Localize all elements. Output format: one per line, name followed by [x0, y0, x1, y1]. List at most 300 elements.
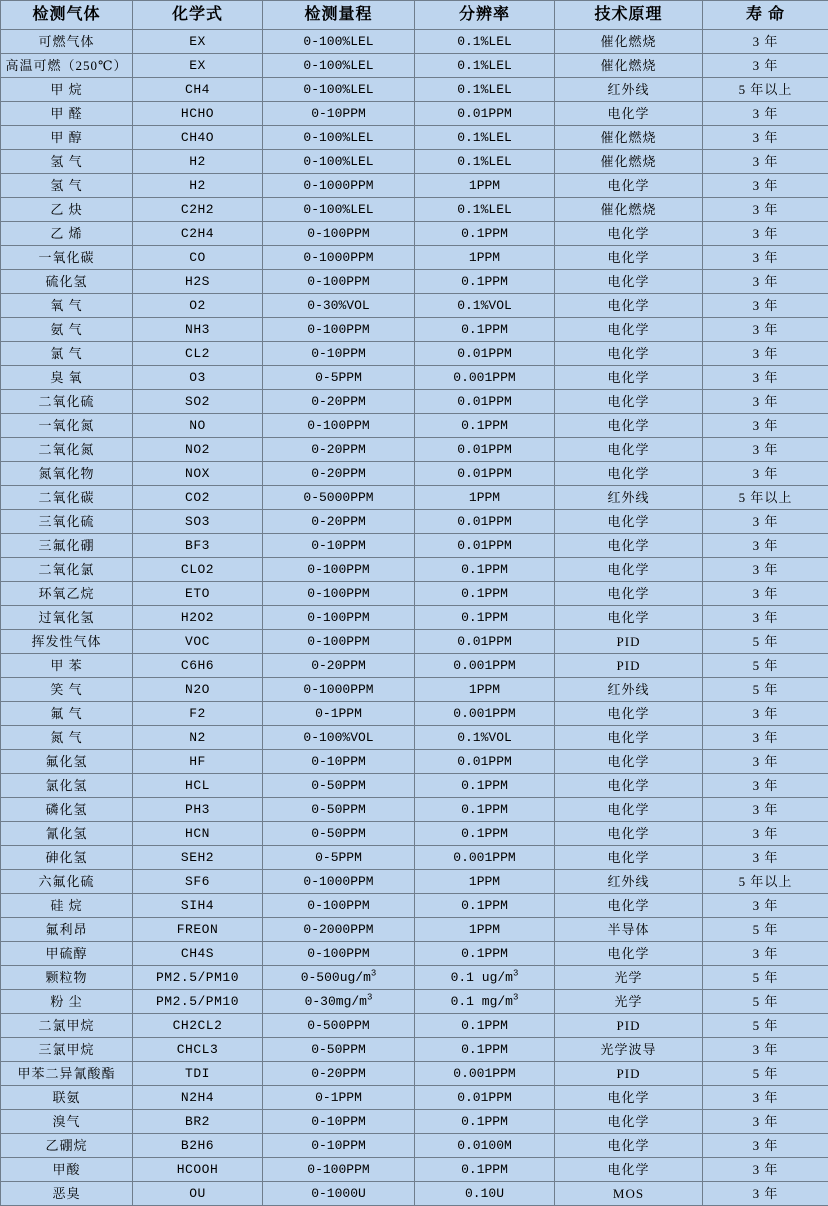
cell-chemical-formula: HCL [133, 774, 263, 798]
table-row [1, 534, 828, 558]
cell-chemical-formula: PM2.5/PM10 [133, 966, 263, 990]
cell-resolution: 0.1 $mg/m^3$ [415, 990, 555, 1014]
cell-resolution: 0.1PPM [415, 582, 555, 606]
cell-gas-name: 磷化氢 [1, 798, 133, 822]
cell-chemical-formula: NH3 [133, 318, 263, 342]
cell-technology: 电化学 [555, 726, 703, 750]
table-row [1, 942, 828, 966]
cell-resolution: 0.001PPM [415, 366, 555, 390]
cell-detection-range: 0-10PPM [263, 750, 415, 774]
cell-gas-name: 甲 醇 [1, 126, 133, 150]
cell-resolution: 0.1PPM [415, 1014, 555, 1038]
cell-resolution: 0.1PPM [415, 822, 555, 846]
cell-technology: 电化学 [555, 846, 703, 870]
table-row [1, 966, 828, 990]
cell-detection-range: 0-100PPM [263, 582, 415, 606]
cell-gas-name: 硅 烷 [1, 894, 133, 918]
cell-detection-range: 0-100PPM [263, 630, 415, 654]
cell-gas-name: 氰化氢 [1, 822, 133, 846]
cell-resolution: 0.01PPM [415, 438, 555, 462]
cell-chemical-formula: C6H6 [133, 654, 263, 678]
cell-gas-name: 乙 烯 [1, 222, 133, 246]
cell-detection-range: 0-1000PPM [263, 870, 415, 894]
cell-resolution: 0.1 $ug/m^3$ [415, 966, 555, 990]
cell-chemical-formula: CH4S [133, 942, 263, 966]
table-header-row [1, 1, 828, 30]
cell-service-life: 5 年 [703, 990, 828, 1014]
cell-chemical-formula: N2O [133, 678, 263, 702]
cell-resolution: 0.1%VOL [415, 294, 555, 318]
cell-gas-name: 溴气 [1, 1110, 133, 1134]
table-row [1, 630, 828, 654]
cell-resolution: 1PPM [415, 246, 555, 270]
cell-resolution: 0.1PPM [415, 318, 555, 342]
cell-resolution: 0.1PPM [415, 798, 555, 822]
cell-service-life: 3 年 [703, 846, 828, 870]
cell-gas-name: 甲酸 [1, 1158, 133, 1182]
table-row [1, 918, 828, 942]
cell-resolution: 0.01PPM [415, 102, 555, 126]
cell-service-life: 3 年 [703, 270, 828, 294]
table-row [1, 462, 828, 486]
cell-gas-name: 二氧化硫 [1, 390, 133, 414]
cell-detection-range: 0-50PPM [263, 822, 415, 846]
cell-service-life: 5 年以上 [703, 870, 828, 894]
cell-technology: 光学波导 [555, 1038, 703, 1062]
cell-chemical-formula: CO [133, 246, 263, 270]
cell-gas-name: 氯 气 [1, 342, 133, 366]
cell-gas-name: 高温可燃（250℃） [1, 54, 133, 78]
cell-resolution: 1PPM [415, 870, 555, 894]
cell-gas-name: 挥发性气体 [1, 630, 133, 654]
cell-detection-range: 0-10PPM [263, 102, 415, 126]
cell-chemical-formula: SEH2 [133, 846, 263, 870]
cell-resolution: 0.1%LEL [415, 150, 555, 174]
cell-gas-name: 恶臭 [1, 1182, 133, 1206]
cell-gas-name: 环氧乙烷 [1, 582, 133, 606]
cell-chemical-formula: CH4O [133, 126, 263, 150]
cell-resolution: 0.01PPM [415, 510, 555, 534]
table-row [1, 846, 828, 870]
cell-technology: 电化学 [555, 894, 703, 918]
cell-chemical-formula: HCOOH [133, 1158, 263, 1182]
cell-detection-range: 0-10PPM [263, 534, 415, 558]
cell-chemical-formula: SO2 [133, 390, 263, 414]
cell-technology: 电化学 [555, 174, 703, 198]
cell-resolution: 0.001PPM [415, 846, 555, 870]
cell-technology: 电化学 [555, 942, 703, 966]
cell-gas-name: 三氧化硫 [1, 510, 133, 534]
cell-gas-name: 氮 气 [1, 726, 133, 750]
cell-detection-range: 0-100%LEL [263, 198, 415, 222]
cell-technology: 电化学 [555, 1158, 703, 1182]
table-row [1, 702, 828, 726]
cell-gas-name: 甲硫醇 [1, 942, 133, 966]
cell-resolution: 0.01PPM [415, 630, 555, 654]
cell-detection-range: 0-2000PPM [263, 918, 415, 942]
table-row [1, 150, 828, 174]
cell-service-life: 3 年 [703, 198, 828, 222]
cell-gas-name: 氯化氢 [1, 774, 133, 798]
cell-technology: 电化学 [555, 750, 703, 774]
cell-service-life: 3 年 [703, 558, 828, 582]
table-row [1, 1134, 828, 1158]
cell-detection-range: 0-20PPM [263, 1062, 415, 1086]
cell-technology: 红外线 [555, 870, 703, 894]
cell-resolution: 0.1PPM [415, 1158, 555, 1182]
table-row [1, 654, 828, 678]
cell-chemical-formula: TDI [133, 1062, 263, 1086]
cell-gas-name: 乙硼烷 [1, 1134, 133, 1158]
cell-technology: 半导体 [555, 918, 703, 942]
cell-gas-name: 二氧化碳 [1, 486, 133, 510]
cell-gas-name: 可燃气体 [1, 30, 133, 54]
table-row [1, 414, 828, 438]
cell-gas-name: 三氯甲烷 [1, 1038, 133, 1062]
cell-chemical-formula: O3 [133, 366, 263, 390]
cell-detection-range: $0-30mg/m^3$ [263, 990, 415, 1014]
table-row [1, 54, 828, 78]
cell-detection-range: 0-10PPM [263, 1110, 415, 1134]
column-header-technology: 技术原理 [555, 1, 703, 30]
table-row [1, 1110, 828, 1134]
cell-service-life: 3 年 [703, 126, 828, 150]
table-row [1, 870, 828, 894]
cell-detection-range: 0-100PPM [263, 414, 415, 438]
table-row [1, 294, 828, 318]
cell-resolution: 0.01PPM [415, 342, 555, 366]
cell-technology: PID [555, 1062, 703, 1086]
cell-technology: 电化学 [555, 414, 703, 438]
cell-service-life: 3 年 [703, 54, 828, 78]
cell-resolution: 0.1PPM [415, 270, 555, 294]
cell-detection-range: 0-50PPM [263, 798, 415, 822]
cell-detection-range: 0-50PPM [263, 1038, 415, 1062]
cell-technology: 电化学 [555, 366, 703, 390]
cell-resolution: 1PPM [415, 678, 555, 702]
cell-resolution: 0.1PPM [415, 894, 555, 918]
cell-service-life: 3 年 [703, 534, 828, 558]
cell-detection-range: 0-1PPM [263, 1086, 415, 1110]
cell-detection-range: 0-10PPM [263, 1134, 415, 1158]
cell-detection-range: 0-20PPM [263, 390, 415, 414]
cell-resolution: 0.1%LEL [415, 198, 555, 222]
cell-resolution: 0.1PPM [415, 1038, 555, 1062]
cell-technology: 电化学 [555, 582, 703, 606]
cell-detection-range: 0-100%VOL [263, 726, 415, 750]
cell-chemical-formula: VOC [133, 630, 263, 654]
cell-technology: 电化学 [555, 462, 703, 486]
cell-chemical-formula: BR2 [133, 1110, 263, 1134]
cell-service-life: 3 年 [703, 510, 828, 534]
cell-detection-range: 0-100%LEL [263, 150, 415, 174]
cell-detection-range: 0-1000U [263, 1182, 415, 1206]
cell-chemical-formula: O2 [133, 294, 263, 318]
cell-resolution: 0.001PPM [415, 702, 555, 726]
column-header-range: 检测量程 [263, 1, 415, 30]
cell-gas-name: 氟化氢 [1, 750, 133, 774]
cell-chemical-formula: OU [133, 1182, 263, 1206]
cell-chemical-formula: CH2CL2 [133, 1014, 263, 1038]
cell-technology: 电化学 [555, 702, 703, 726]
cell-technology: 光学 [555, 990, 703, 1014]
cell-resolution: 0.1%LEL [415, 78, 555, 102]
cell-gas-name: 氢 气 [1, 174, 133, 198]
cell-gas-name: 氟利昂 [1, 918, 133, 942]
cell-detection-range: 0-100PPM [263, 318, 415, 342]
table-row [1, 246, 828, 270]
cell-resolution: 0.01PPM [415, 1086, 555, 1110]
cell-service-life: 3 年 [703, 942, 828, 966]
cell-service-life: 3 年 [703, 390, 828, 414]
cell-technology: 电化学 [555, 534, 703, 558]
cell-resolution: 0.1PPM [415, 942, 555, 966]
cell-chemical-formula: C2H2 [133, 198, 263, 222]
cell-detection-range: 0-100%LEL [263, 126, 415, 150]
cell-resolution: 1PPM [415, 918, 555, 942]
table-row [1, 726, 828, 750]
cell-detection-range: 0-5PPM [263, 366, 415, 390]
cell-detection-range: 0-10PPM [263, 342, 415, 366]
cell-technology: 电化学 [555, 510, 703, 534]
table-row [1, 390, 828, 414]
column-header-resolution: 分辨率 [415, 1, 555, 30]
cell-technology: 电化学 [555, 342, 703, 366]
table-row [1, 990, 828, 1014]
cell-resolution: 0.1%LEL [415, 30, 555, 54]
cell-chemical-formula: N2 [133, 726, 263, 750]
cell-gas-name: 氨 气 [1, 318, 133, 342]
table-row [1, 822, 828, 846]
cell-detection-range: 0-100%LEL [263, 78, 415, 102]
cell-service-life: 3 年 [703, 750, 828, 774]
column-header-gas: 检测气体 [1, 1, 133, 30]
cell-technology: 电化学 [555, 390, 703, 414]
cell-gas-name: 甲 醛 [1, 102, 133, 126]
table-row [1, 270, 828, 294]
table-row [1, 798, 828, 822]
cell-service-life: 3 年 [703, 1038, 828, 1062]
cell-detection-range: 0-100PPM [263, 606, 415, 630]
table-row [1, 1158, 828, 1182]
cell-chemical-formula: NOX [133, 462, 263, 486]
cell-detection-range: 0-100%LEL [263, 30, 415, 54]
cell-technology: 电化学 [555, 822, 703, 846]
cell-gas-name: 联氨 [1, 1086, 133, 1110]
cell-resolution: 0.0100M [415, 1134, 555, 1158]
table-row [1, 1038, 828, 1062]
table-row [1, 366, 828, 390]
cell-chemical-formula: CH4 [133, 78, 263, 102]
cell-technology: 催化燃烧 [555, 150, 703, 174]
cell-technology: 电化学 [555, 1134, 703, 1158]
cell-technology: 催化燃烧 [555, 198, 703, 222]
table-row [1, 894, 828, 918]
cell-resolution: 0.1%LEL [415, 54, 555, 78]
table-row [1, 1086, 828, 1110]
cell-gas-name: 甲 苯 [1, 654, 133, 678]
cell-resolution: 0.001PPM [415, 654, 555, 678]
cell-chemical-formula: NO [133, 414, 263, 438]
cell-technology: 电化学 [555, 102, 703, 126]
cell-technology: 催化燃烧 [555, 126, 703, 150]
cell-resolution: 0.10U [415, 1182, 555, 1206]
cell-chemical-formula: CLO2 [133, 558, 263, 582]
column-header-formula: 化学式 [133, 1, 263, 30]
cell-detection-range: 0-1000PPM [263, 246, 415, 270]
cell-service-life: 3 年 [703, 366, 828, 390]
cell-detection-range: 0-20PPM [263, 438, 415, 462]
cell-chemical-formula: NO2 [133, 438, 263, 462]
table-row [1, 582, 828, 606]
cell-resolution: 0.01PPM [415, 534, 555, 558]
cell-detection-range: 0-100PPM [263, 558, 415, 582]
cell-resolution: 0.1PPM [415, 774, 555, 798]
cell-detection-range: 0-100PPM [263, 1158, 415, 1182]
cell-detection-range: 0-100PPM [263, 942, 415, 966]
cell-detection-range: 0-1PPM [263, 702, 415, 726]
cell-technology: 电化学 [555, 798, 703, 822]
cell-resolution: 0.01PPM [415, 750, 555, 774]
cell-technology: 电化学 [555, 558, 703, 582]
cell-technology: 电化学 [555, 1086, 703, 1110]
cell-detection-range: 0-1000PPM [263, 174, 415, 198]
cell-chemical-formula: SF6 [133, 870, 263, 894]
cell-resolution: 0.001PPM [415, 1062, 555, 1086]
cell-technology: 电化学 [555, 246, 703, 270]
cell-gas-name: 颗粒物 [1, 966, 133, 990]
cell-technology: 催化燃烧 [555, 30, 703, 54]
cell-service-life: 3 年 [703, 294, 828, 318]
table-row [1, 558, 828, 582]
cell-gas-name: 六氟化硫 [1, 870, 133, 894]
cell-gas-name: 过氧化氢 [1, 606, 133, 630]
cell-resolution: 0.1PPM [415, 414, 555, 438]
cell-service-life: 5 年 [703, 654, 828, 678]
cell-service-life: 3 年 [703, 102, 828, 126]
cell-service-life: 3 年 [703, 246, 828, 270]
table-row [1, 438, 828, 462]
table-row [1, 198, 828, 222]
cell-resolution: 0.1%VOL [415, 726, 555, 750]
cell-technology: 电化学 [555, 606, 703, 630]
cell-technology: 电化学 [555, 774, 703, 798]
cell-chemical-formula: CHCL3 [133, 1038, 263, 1062]
cell-service-life: 5 年以上 [703, 78, 828, 102]
cell-chemical-formula: HF [133, 750, 263, 774]
cell-detection-range: 0-20PPM [263, 462, 415, 486]
cell-gas-name: 一氧化碳 [1, 246, 133, 270]
cell-chemical-formula: PH3 [133, 798, 263, 822]
cell-chemical-formula: BF3 [133, 534, 263, 558]
cell-service-life: 5 年 [703, 966, 828, 990]
cell-technology: PID [555, 1014, 703, 1038]
cell-detection-range: 0-100PPM [263, 270, 415, 294]
cell-service-life: 3 年 [703, 822, 828, 846]
cell-gas-name: 氟 气 [1, 702, 133, 726]
cell-gas-name: 硫化氢 [1, 270, 133, 294]
cell-service-life: 3 年 [703, 462, 828, 486]
cell-chemical-formula: H2 [133, 150, 263, 174]
cell-gas-name: 砷化氢 [1, 846, 133, 870]
cell-resolution: 0.01PPM [415, 390, 555, 414]
cell-chemical-formula: SO3 [133, 510, 263, 534]
cell-technology: 光学 [555, 966, 703, 990]
cell-detection-range: 0-5000PPM [263, 486, 415, 510]
cell-service-life: 3 年 [703, 798, 828, 822]
cell-chemical-formula: N2H4 [133, 1086, 263, 1110]
table-row [1, 1014, 828, 1038]
cell-technology: 电化学 [555, 294, 703, 318]
table-row [1, 126, 828, 150]
cell-chemical-formula: HCN [133, 822, 263, 846]
cell-chemical-formula: B2H6 [133, 1134, 263, 1158]
cell-service-life: 5 年 [703, 1062, 828, 1086]
cell-service-life: 3 年 [703, 1158, 828, 1182]
cell-gas-name: 甲 烷 [1, 78, 133, 102]
cell-detection-range: 0-1000PPM [263, 678, 415, 702]
cell-gas-name: 笑 气 [1, 678, 133, 702]
cell-service-life: 5 年 [703, 630, 828, 654]
cell-technology: PID [555, 630, 703, 654]
table-row [1, 606, 828, 630]
table-row [1, 486, 828, 510]
cell-gas-name: 二氯甲烷 [1, 1014, 133, 1038]
table-row [1, 510, 828, 534]
cell-technology: 电化学 [555, 318, 703, 342]
table-row [1, 678, 828, 702]
cell-service-life: 5 年 [703, 1014, 828, 1038]
cell-service-life: 5 年 [703, 918, 828, 942]
cell-technology: MOS [555, 1182, 703, 1206]
cell-detection-range: 0-30%VOL [263, 294, 415, 318]
cell-detection-range: 0-20PPM [263, 654, 415, 678]
cell-chemical-formula: EX [133, 30, 263, 54]
cell-chemical-formula: ETO [133, 582, 263, 606]
cell-service-life: 3 年 [703, 318, 828, 342]
cell-detection-range: 0-100%LEL [263, 54, 415, 78]
cell-service-life: 3 年 [703, 606, 828, 630]
cell-technology: 红外线 [555, 78, 703, 102]
cell-technology: 催化燃烧 [555, 54, 703, 78]
cell-detection-range: 0-100PPM [263, 222, 415, 246]
cell-service-life: 3 年 [703, 30, 828, 54]
cell-technology: 红外线 [555, 486, 703, 510]
cell-service-life: 5 年 [703, 678, 828, 702]
cell-gas-name: 乙 炔 [1, 198, 133, 222]
cell-technology: 电化学 [555, 222, 703, 246]
cell-resolution: 0.1PPM [415, 1110, 555, 1134]
cell-chemical-formula: H2S [133, 270, 263, 294]
cell-service-life: 3 年 [703, 702, 828, 726]
table-row [1, 102, 828, 126]
cell-chemical-formula: F2 [133, 702, 263, 726]
cell-detection-range: 0-50PPM [263, 774, 415, 798]
cell-technology: 电化学 [555, 1110, 703, 1134]
cell-gas-name: 二氧化氮 [1, 438, 133, 462]
cell-service-life: 3 年 [703, 726, 828, 750]
cell-resolution: 0.01PPM [415, 462, 555, 486]
cell-resolution: 0.1PPM [415, 558, 555, 582]
cell-technology: 电化学 [555, 270, 703, 294]
cell-gas-name: 氮氧化物 [1, 462, 133, 486]
cell-service-life: 3 年 [703, 150, 828, 174]
cell-detection-range: 0-20PPM [263, 510, 415, 534]
cell-detection-range: $0-500ug/m^3$ [263, 966, 415, 990]
cell-service-life: 3 年 [703, 774, 828, 798]
cell-detection-range: 0-100PPM [263, 894, 415, 918]
cell-chemical-formula: EX [133, 54, 263, 78]
